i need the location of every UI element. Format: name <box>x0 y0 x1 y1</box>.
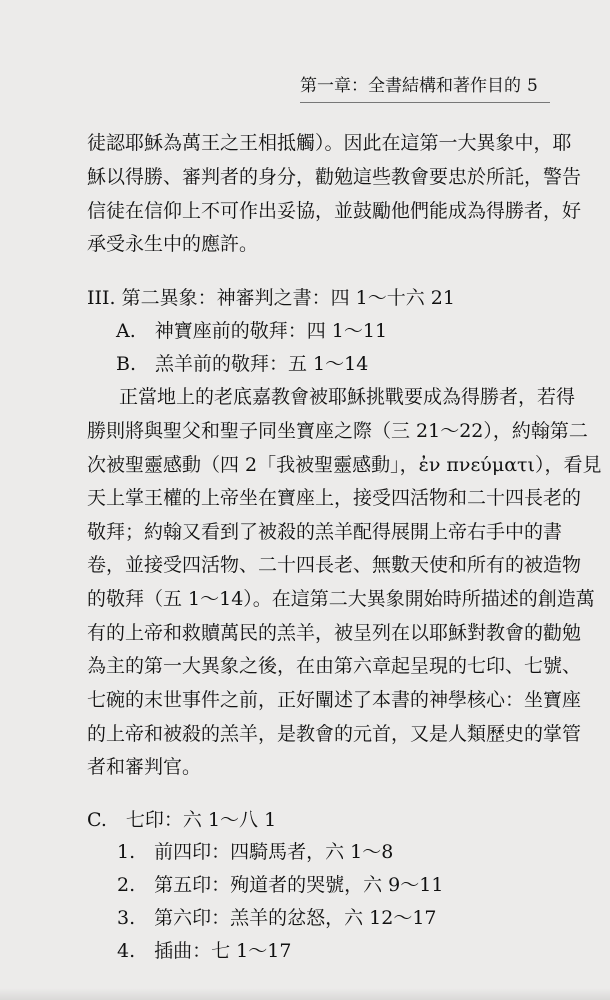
text-line: 者和審判官。 <box>87 756 202 778</box>
header-rule <box>300 102 550 103</box>
outline-item-1: 1. 前四印：四騎馬者，六 1～8 <box>117 841 394 863</box>
text-line: 次被聖靈感動（四 2「我被聖靈感動」，ἐν πνεύματι），看見 <box>87 454 602 476</box>
outline-item-B: B. 羔羊前的敬拜：五 1～14 <box>116 353 369 375</box>
outline-item-4: 4. 插曲：七 1～17 <box>117 940 292 962</box>
text-line: 有的上帝和救贖萬民的羔羊，被呈列在以耶穌對教會的勸勉 <box>87 622 582 644</box>
text-line: 徒認耶穌為萬王之王相抵觸）。因此在這第一大異象中，耶 <box>87 132 572 154</box>
text-line: 正當地上的老底嘉教會被耶穌挑戰要成為得勝者，若得 <box>119 386 576 408</box>
page-number: 5 <box>527 76 538 96</box>
text-line: 卷，並接受四活物、二十四長老、無數天使和所有的被造物 <box>87 554 582 576</box>
page-edge-shadow <box>0 988 610 1000</box>
text-line: 為主的第一大異象之後，在由第六章起呈現的七印、七號、 <box>87 655 582 677</box>
outline-item-3: 3. 第六印：羔羊的忿怒，六 12～17 <box>117 907 437 929</box>
header-chapter-title: 第一章：全書結構和著作目的 <box>300 76 521 96</box>
outline-item-2: 2. 第五印：殉道者的哭號，六 9～11 <box>117 874 444 896</box>
text-line: 七碗的末世事件之前，正好闡述了本書的神學核心：坐寶座 <box>87 689 582 711</box>
outline-heading-C: C. 七印：六 1～八 1 <box>87 809 277 831</box>
text-line: 的敬拜（五 1～14）。在這第二大異象開始時所描述的創造萬 <box>87 588 595 610</box>
text-line: 承受永生中的應許。 <box>87 233 259 255</box>
text-line: 的上帝和被殺的羔羊，是教會的元首，又是人類歷史的掌管 <box>87 723 582 745</box>
text-line: 穌以得勝、審判者的身分，勸勉這些教會要忠於所託，警告 <box>87 166 582 188</box>
text-line: 信徒在信仰上不可作出妥協，並鼓勵他們能成為得勝者，好 <box>87 200 582 222</box>
outline-heading-III: III. 第二異象：神審判之書：四 1～十六 21 <box>87 287 455 309</box>
text-line: 勝則將與聖父和聖子同坐寶座之際（三 21～22），約翰第二 <box>87 420 588 442</box>
outline-item-A: A. 神寶座前的敬拜：四 1～11 <box>116 320 388 342</box>
text-line: 天上掌王權的上帝坐在寶座上，接受四活物和二十四長老的 <box>87 487 582 509</box>
text-line: 敬拜；約翰又看到了被殺的羔羊配得展開上帝右手中的書 <box>87 521 563 543</box>
